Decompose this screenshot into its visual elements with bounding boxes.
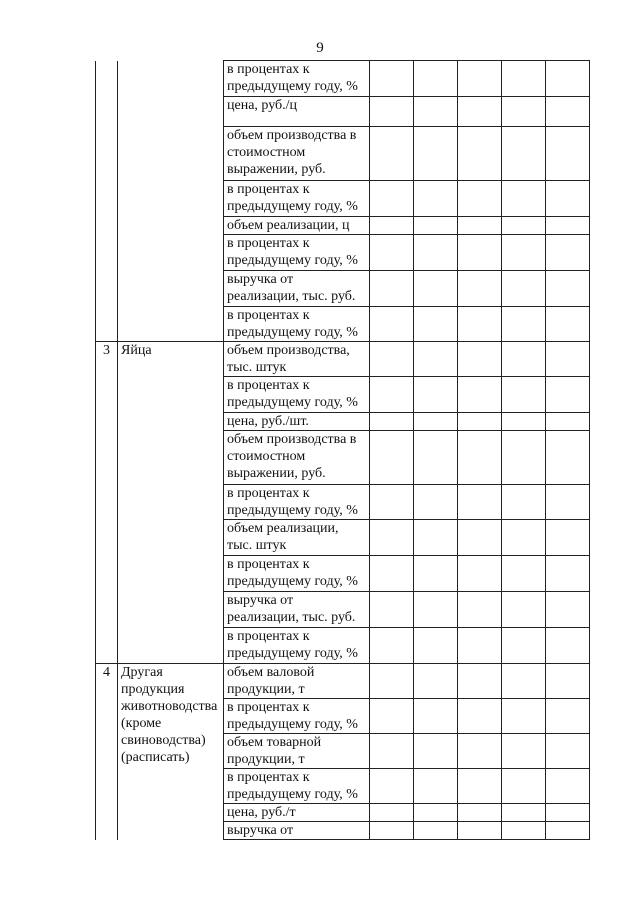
value-cell[interactable] xyxy=(458,822,502,840)
indicator-label: в процентах к предыдущему году, % xyxy=(224,235,370,271)
value-cell[interactable] xyxy=(458,271,502,307)
value-cell[interactable] xyxy=(546,520,590,556)
value-cell[interactable] xyxy=(414,97,458,127)
value-cell[interactable] xyxy=(502,592,546,628)
indicator-label: выручка от реализации, тыс. руб. xyxy=(224,592,370,628)
indicator-label: в процентах к предыдущему году, % xyxy=(224,61,370,97)
indicator-label: в процентах к предыдущему году, % xyxy=(224,699,370,734)
value-cell[interactable] xyxy=(370,271,414,307)
value-cell[interactable] xyxy=(414,699,458,734)
value-cell[interactable] xyxy=(414,734,458,769)
value-cell[interactable] xyxy=(370,217,414,235)
indicator-label: в процентах к предыдущему году, % xyxy=(224,307,370,342)
value-cell[interactable] xyxy=(370,822,414,840)
indicator-label: выручка от реализации, тыс. руб. xyxy=(224,271,370,307)
value-cell[interactable] xyxy=(502,235,546,271)
value-cell[interactable] xyxy=(370,431,414,485)
value-cell[interactable] xyxy=(370,804,414,822)
indicator-label: объем производства в стоимостном выражении, руб. xyxy=(224,127,370,181)
indicator-label: объем товарной продукции, т xyxy=(224,734,370,769)
value-cell[interactable] xyxy=(414,804,458,822)
value-cell[interactable] xyxy=(458,485,502,520)
value-cell[interactable] xyxy=(414,307,458,342)
value-cell[interactable] xyxy=(502,377,546,413)
value-cell[interactable] xyxy=(546,556,590,592)
value-cell[interactable] xyxy=(370,377,414,413)
value-cell[interactable] xyxy=(370,342,414,377)
value-cell[interactable] xyxy=(546,431,590,485)
value-cell[interactable] xyxy=(458,664,502,699)
value-cell[interactable] xyxy=(414,485,458,520)
value-cell[interactable] xyxy=(546,769,590,804)
value-cell[interactable] xyxy=(546,628,590,664)
value-cell[interactable] xyxy=(370,592,414,628)
value-cell[interactable] xyxy=(414,61,458,97)
value-cell[interactable] xyxy=(546,217,590,235)
page-number: 9 xyxy=(316,40,324,56)
value-cell[interactable] xyxy=(546,592,590,628)
value-cell[interactable] xyxy=(370,235,414,271)
value-cell[interactable] xyxy=(502,431,546,485)
value-cell[interactable] xyxy=(546,181,590,217)
value-cell[interactable] xyxy=(458,413,502,431)
value-cell[interactable] xyxy=(458,97,502,127)
value-cell[interactable] xyxy=(458,61,502,97)
value-cell[interactable] xyxy=(546,664,590,699)
value-cell[interactable] xyxy=(414,664,458,699)
value-cell[interactable] xyxy=(458,127,502,181)
value-cell[interactable] xyxy=(502,61,546,97)
value-cell[interactable] xyxy=(546,127,590,181)
table-body xyxy=(96,61,590,840)
value-cell[interactable] xyxy=(414,377,458,413)
value-cell[interactable] xyxy=(546,307,590,342)
value-cell[interactable] xyxy=(502,664,546,699)
value-cell[interactable] xyxy=(458,342,502,377)
value-cell[interactable] xyxy=(502,271,546,307)
value-cell[interactable] xyxy=(458,769,502,804)
value-cell[interactable] xyxy=(502,485,546,520)
table-row xyxy=(96,61,590,97)
value-cell[interactable] xyxy=(414,413,458,431)
value-cell[interactable] xyxy=(370,127,414,181)
value-cell[interactable] xyxy=(458,556,502,592)
value-cell[interactable] xyxy=(546,342,590,377)
value-cell[interactable] xyxy=(458,377,502,413)
value-cell[interactable] xyxy=(414,628,458,664)
value-cell[interactable] xyxy=(502,769,546,804)
value-cell[interactable] xyxy=(370,181,414,217)
value-cell[interactable] xyxy=(370,485,414,520)
product-name: Другая продукция животноводства (кроме свиноводства) (расписать) xyxy=(118,664,224,840)
value-cell[interactable] xyxy=(370,734,414,769)
value-cell[interactable] xyxy=(458,307,502,342)
value-cell[interactable] xyxy=(370,97,414,127)
value-cell[interactable] xyxy=(414,520,458,556)
value-cell[interactable] xyxy=(370,61,414,97)
indicator-label: цена, руб./ц xyxy=(224,97,370,127)
value-cell[interactable] xyxy=(502,628,546,664)
value-cell[interactable] xyxy=(502,97,546,127)
value-cell[interactable] xyxy=(502,413,546,431)
value-cell[interactable] xyxy=(458,592,502,628)
value-cell[interactable] xyxy=(502,181,546,217)
indicator-label: в процентах к предыдущему году, % xyxy=(224,769,370,804)
value-cell[interactable] xyxy=(502,217,546,235)
value-cell[interactable] xyxy=(546,271,590,307)
indicators-table xyxy=(95,60,590,840)
value-cell[interactable] xyxy=(502,822,546,840)
value-cell[interactable] xyxy=(458,628,502,664)
value-cell[interactable] xyxy=(370,628,414,664)
value-cell[interactable] xyxy=(502,699,546,734)
value-cell[interactable] xyxy=(546,377,590,413)
value-cell[interactable] xyxy=(370,664,414,699)
row-number: 4 xyxy=(96,664,118,840)
value-cell[interactable] xyxy=(414,431,458,485)
value-cell[interactable] xyxy=(458,520,502,556)
value-cell[interactable] xyxy=(414,271,458,307)
product-name xyxy=(118,61,224,342)
value-cell[interactable] xyxy=(370,307,414,342)
value-cell[interactable] xyxy=(546,822,590,840)
value-cell[interactable] xyxy=(502,556,546,592)
indicator-label: в процентах к предыдущему году, % xyxy=(224,181,370,217)
indicator-label: объем производства, тыс. штук xyxy=(224,342,370,377)
value-cell[interactable] xyxy=(414,342,458,377)
value-cell[interactable] xyxy=(414,127,458,181)
indicator-label: в процентах к предыдущему году, % xyxy=(224,556,370,592)
value-cell[interactable] xyxy=(546,804,590,822)
indicator-label: цена, руб./шт. xyxy=(224,413,370,431)
value-cell[interactable] xyxy=(458,431,502,485)
value-cell[interactable] xyxy=(414,217,458,235)
table-row xyxy=(96,664,590,699)
value-cell[interactable] xyxy=(546,485,590,520)
value-cell[interactable] xyxy=(546,734,590,769)
product-name: Яйца xyxy=(118,342,224,664)
value-cell[interactable] xyxy=(502,520,546,556)
indicator-label: объем реализации, тыс. штук xyxy=(224,520,370,556)
value-cell[interactable] xyxy=(414,592,458,628)
value-cell[interactable] xyxy=(414,769,458,804)
value-cell[interactable] xyxy=(370,520,414,556)
value-cell[interactable] xyxy=(458,804,502,822)
value-cell[interactable] xyxy=(502,734,546,769)
indicator-label: в процентах к предыдущему году, % xyxy=(224,628,370,664)
indicator-label: в процентах к предыдущему году, % xyxy=(224,485,370,520)
value-cell[interactable] xyxy=(458,699,502,734)
value-cell[interactable] xyxy=(458,217,502,235)
indicator-label: объем производства в стоимостном выражении, руб. xyxy=(224,431,370,485)
indicator-label: цена, руб./т xyxy=(224,804,370,822)
indicator-label: выручка от xyxy=(224,822,370,840)
value-cell[interactable] xyxy=(370,556,414,592)
row-number: 3 xyxy=(96,342,118,664)
value-cell[interactable] xyxy=(458,734,502,769)
value-cell[interactable] xyxy=(546,61,590,97)
value-cell[interactable] xyxy=(546,699,590,734)
value-cell[interactable] xyxy=(458,235,502,271)
value-cell[interactable] xyxy=(370,769,414,804)
indicator-label: объем валовой продукции, т xyxy=(224,664,370,699)
value-cell[interactable] xyxy=(414,556,458,592)
value-cell[interactable] xyxy=(414,235,458,271)
value-cell[interactable] xyxy=(502,804,546,822)
value-cell[interactable] xyxy=(458,181,502,217)
indicator-label: в процентах к предыдущему году, % xyxy=(224,377,370,413)
value-cell[interactable] xyxy=(502,307,546,342)
value-cell[interactable] xyxy=(546,413,590,431)
table-row xyxy=(96,342,590,377)
value-cell[interactable] xyxy=(414,181,458,217)
value-cell[interactable] xyxy=(370,699,414,734)
value-cell[interactable] xyxy=(502,127,546,181)
value-cell[interactable] xyxy=(414,822,458,840)
value-cell[interactable] xyxy=(502,342,546,377)
row-number xyxy=(96,61,118,342)
value-cell[interactable] xyxy=(546,235,590,271)
indicator-label: объем реализации, ц xyxy=(224,217,370,235)
value-cell[interactable] xyxy=(370,413,414,431)
value-cell[interactable] xyxy=(546,97,590,127)
